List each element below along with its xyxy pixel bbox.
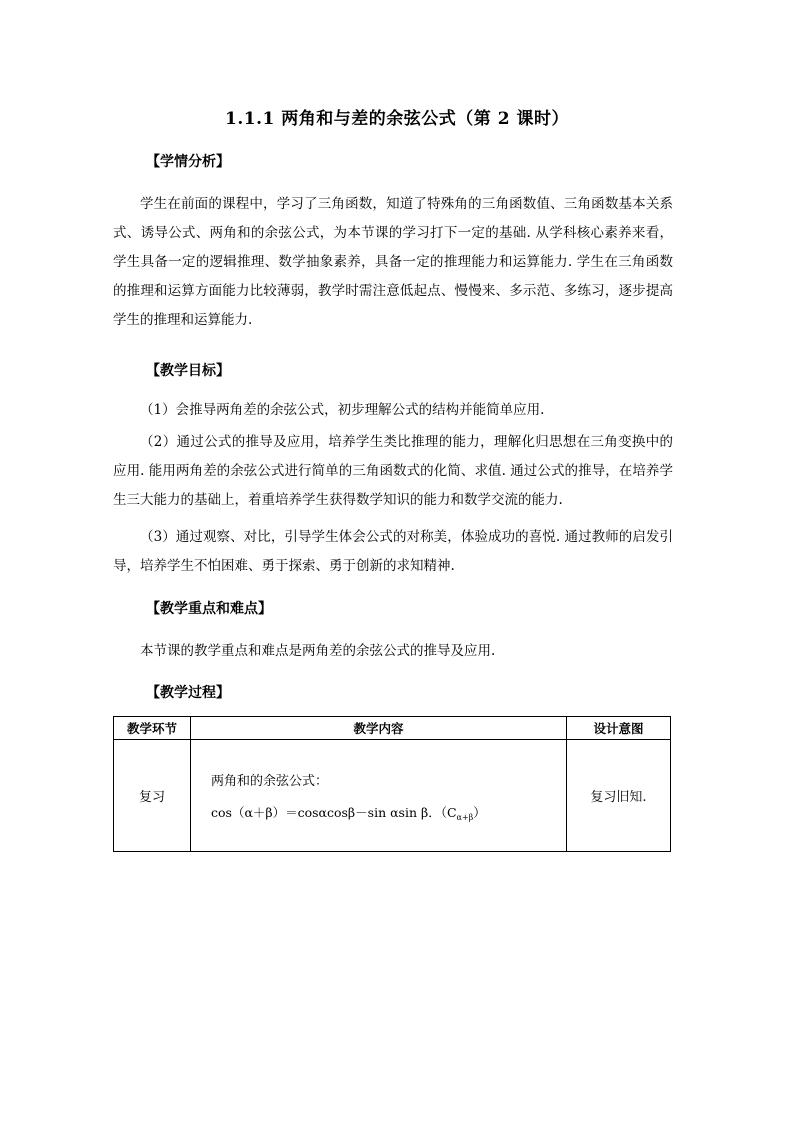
table-header: 教学内容 [191, 717, 567, 740]
process-table [113, 716, 671, 852]
analysis-paragraph: 学生在前面的课程中，学习了三角函数，知道了特殊角的三角函数值、三角函数基本关系式、诱导公式、两角和的余弦公式，为本节课的学习打下一定的基础. 从学科核心素养来看，学生具备一定的逻辑推理、数学抽象素养，具备一定的推理能力和运算能力. 学生在三角函数的推理和运算方面能力比较薄弱，教学时需注意低起点、慢慢来、多示范、多练习，逐步提高学生的推理和运算能力. [113, 196, 673, 328]
formula-end: ） [473, 804, 486, 820]
stage-cell: 复习 [114, 740, 191, 852]
goal-item-2: （2）通过公式的推导及应用，培养学生类比推理的能力，理解化归思想在三角变换中的应用. 能用两角差的余弦公式进行简单的三角函数式的化简、求值. 通过公式的推导，在培养学生三大能力的基础上，着重培养学生获得数学知识的能力和数学交流的能力. [113, 434, 673, 508]
goal-item-3: （3）通过观察、对比，引导学生体会公式的对称美，体验成功的喜悦. 通过教师的启发引导，培养学生不怕困难、勇于探索、勇于创新的求知精神. [113, 529, 673, 574]
page-title: 1.1.1 两角和与差的余弦公式（第 2 课时） [225, 109, 569, 129]
table-header: 设计意图 [567, 717, 671, 740]
process-heading: 【教学过程】 [146, 685, 230, 701]
goal-item-1: （1）会推导两角差的余弦公式，初步理解公式的结构并能简单应用. [140, 402, 545, 418]
key-points-heading: 【教学重点和难点】 [146, 601, 272, 617]
goals-heading: 【教学目标】 [146, 363, 230, 379]
content-cell [191, 740, 567, 852]
formula-main: cos（α＋β）＝cosαcosβ－sin αsin β．（C [211, 804, 457, 820]
table-header-row [114, 717, 671, 740]
table-header: 教学环节 [114, 717, 191, 740]
key-points-paragraph: 本节课的教学重点和难点是两角差的余弦公式的推导及应用. [140, 643, 496, 659]
formula-label: 两角和的余弦公式： [211, 773, 329, 789]
analysis-heading: 【学情分析】 [146, 154, 230, 170]
formula [211, 803, 566, 822]
intent-cell: 复习旧知. [567, 740, 671, 852]
table-row [114, 740, 671, 852]
formula-subscript: α+β [456, 812, 474, 822]
